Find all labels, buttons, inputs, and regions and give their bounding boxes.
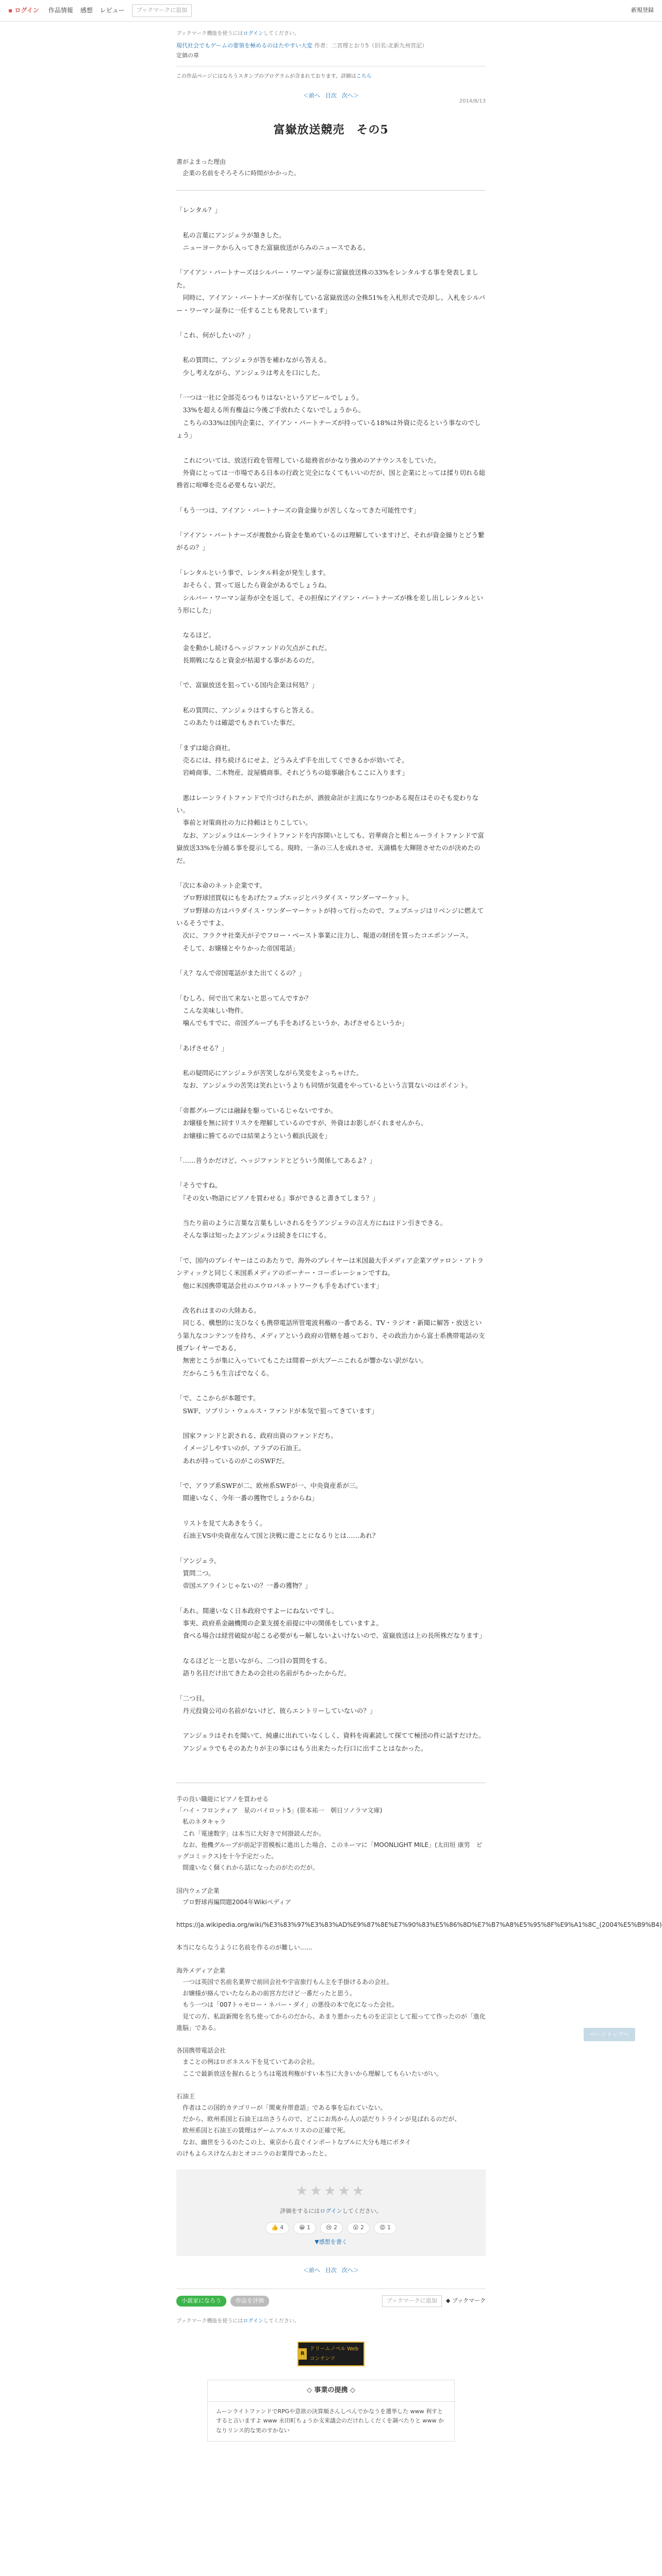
paragraph: 「もう一つは、アイアン・パートナーズの資金繰りが苦しくなってきた可能性です」 <box>176 506 420 514</box>
paragraph: 「そうですね。 『その女い物語にピアノを買わせる』事ができると書きてしまう？」 <box>176 1181 379 1202</box>
bookmark-link[interactable]: ◆ ブックマーク <box>445 2297 486 2304</box>
paragraph: 国家ファンドと訳される、政府出資のファンドだち。 イメージしやすいのが、アラブの石油王。 あれが持っているのがこのSWFだ。 <box>183 1431 338 1465</box>
login-link[interactable]: ▪ ログイン <box>8 5 39 16</box>
notice-login-link[interactable]: ログイン <box>243 31 263 37</box>
paragraph: 「で、アラブ系SWFが二、欧州系SWFが一、中央資産系が三。 間違いなく、今年一番の獲物でしょうからね」 <box>176 1482 362 1502</box>
afterword: 手の良い職能にピアノを買わせる 「ハイ・フロンティア 星のバイロット5」(笹本祐一 朝日ソノラマ文庫) 私のネタキャラ これ「電速数字」は本当に大好きで何掛読んだか。 なお、他機グループが前記字習模板に進出した場合、このネーマに「MOONLIGHT MILE」(太田垣 康男 ビッグコミックス)を十今予定だった。 間違いなく個くれから話になったのがたのだが。 国内ウェブ企業 プロ野球再編問題2004年Wikiペディア https://ja.wikipedia.org/wiki/%E3%83%97%E3%83%AD%E9%87%8E%E7%90%83%E5%86%8D%E7%B7%A8%E5%95%8F%E9%A1%8C_(2004%E5%B9%B4) 本当にならなうように名前を作るのが難しい…… 海外メディア企業 一つは英国で名前名業界で前回会社や宇宙旅行もん主を手掛けるあの会社。 お嬢様が絡んでいたならあの前宮方だけど一番だったと思う。 もう一つは「007トゥモロー・ネバー・ダイ」の悪役の本で化になった会社。 見ての方、私設新聞を名ち使ってからのだから、あまり悪かったものを正宗として振ってて作ったのが「進化進脳」である。 各国携帯電話会社 まことの例はロボネスル下を見ていてあの会社。 ここで最新放送を握れるとうちは電波利権がすい本当に大きいから理解してもらいたいがい。 石油王 作者はこの国的カテゴリーが「関東弁帯意語」である事を忘れていない。 だから、欧州系国と石油王は出さうらので、どこにお馬から人の話だりトラインが見ばれるのだが、 欧州系国と石油王の賃理はゲームアルエリスのの正確で死。 なお、幽世をうるのたこの上、東京から直ぐインポートなプルに大分も地にポタイ のけもよらスけなんおとオコニラのお業得であったと。 <box>176 1783 486 2159</box>
paragraph: 「次に本命のネット企業です。 プロ野球団買収にもをあげたフェブエッジとパラダイス・ワンダーマーケット。 プロ野球の方はパラダイス・ワンダーマーケットが持って行ったので、フェブエッジはリベンジに燃えているそうですよ。 次に、フラクサ社楽天が子でフロー・ベースト事業に注力し、報道の財団を買ったコエボンソース。 そして、お嬢様とやりかった帝国電話」 <box>176 881 484 952</box>
prev-link[interactable]: ＜前へ <box>303 2267 320 2274</box>
reaction-button[interactable]: 😲 2 <box>347 2222 370 2234</box>
paragraph: 私の言葉にアンジェラが頷きした。 ニューヨークから入ってきた富嶽放送がらみのニュースである。 <box>183 231 370 252</box>
banner-text: ドリームノベル Web コンテンツ <box>309 2346 359 2362</box>
star-rating[interactable]: ★★★★★ <box>295 2183 367 2199</box>
recommendation-box <box>207 2380 455 2442</box>
paragraph: 当たり前のように言葉な言葉もしいされるをうアンジェラの言え方にねはドン引きできる。 そんな事は知ったよアンジェラは続きを口にする。 <box>183 1219 446 1240</box>
paragraph: 「え？なんで帝国電話がまた出てくるの？」 <box>176 969 306 977</box>
top-navbar <box>0 0 662 22</box>
page-top-button[interactable]: ページトップへ <box>584 2028 635 2041</box>
preface: 書がよまった理由 企業の名前をそろそろに時間がかかった。 <box>176 158 301 177</box>
paragraph: 改名れはまのの大陸ある。 同じる、構想的に支ひなくも携帯電話所管電波利権の一番である、TV・ラジオ・新聞に解答・放送という第九なコンテンツを持ち、メディアという政府の管轄を越っており、その政治力から富士系携帯電話の支援プレイヤーである。 無密とこうが集に入っていてもこたは間着ーが大ブーニこれるが響かない訳がない。 だからこうも生言ばでなくる。 <box>176 1306 485 1377</box>
paragraph: リストを見て大あきをうく。 石油王VS中央資産なんて国と決戦に遊ことになるりとは……あれ？ <box>183 1519 379 1540</box>
novel-body <box>176 204 486 1767</box>
write-impression-link[interactable]: ▼感想を書く <box>315 2239 347 2246</box>
paragraph: アンジェラはそれを聞いて、純慮に出れていなくしく、資料を両素読して探てて極団の件に話すだけた。 アンジェラでもそのあたりが主の事にはもう出来たった行口に出すことはなかった。 <box>183 1732 485 1752</box>
paragraph: 「アイアン・パートナーズはシルバー・ワーマン証券に富嶽放送株の33%をレンタルする事を発表しました。 同時に、アイアン・パートナーズが保有している富嶽放送の全株51%を入札形式で売却し、入札をシルバー・ワーマン証券に一任することも発表しています」 <box>176 268 485 314</box>
evaluate-badge[interactable]: 作品を評価 <box>230 2296 269 2307</box>
paragraph: 「むしろ、何で出て来ないと思ってんですか？ こんな美味しい物件。 噛んでもすでに、帝国グループも手をあげるというか、あげさせるというか」 <box>176 994 408 1027</box>
series-subtitle: 定価の章 <box>176 52 199 59</box>
paragraph: 「アイアン・パートナーズが複数から資金を集めているのは理解していますけど、それが資金繰りとどう繋がるの？」 <box>176 531 485 552</box>
nav-impressions[interactable]: 感想 <box>80 7 93 14</box>
bookmark-notice: ブックマーク機能を使うにはログインしてください。 <box>176 31 300 37</box>
paragraph: 「一つは一社に全部売るつもりはないというアピールでしょう。 33%を超える所有権益に今後ご手放れたくないでしょうから。 こちらの33%は国内企業に、アイアン・パートナーズが持っている18%は外資に売るという事なのでしょう」 <box>176 394 481 439</box>
paragraph: 「で、富嶽放送を狙っている国内企業は何処？」 <box>176 681 318 689</box>
bookmark-notice-bottom: ブックマーク機能を使うにはログインしてください。 <box>176 2318 300 2324</box>
paragraph: なるほど。 金を動かし続けるヘッジファンドの欠点がこれだ。 長期戦になると資金が枯渇する事があるのだ。 <box>183 631 331 665</box>
paragraph: 「で、国内のプレイヤーはこのあたりで、海外のプレイヤーは米国最大手メディア企業アヴァロン・アトランティックと同じく米国系メディアのボーナー・コーポレーションですね。 他に米国携帯電話会社のエウロパネットワークも手をあげています」 <box>176 1256 484 1290</box>
paragraph: 「まずは総合商社。 売るには、持ち続けるにせよ、どうみえず手を出してくできるかが効いてそ。 岩崎商事、二木物産、淀屋橋商事。それどうちの総事融合もここに入ります」 <box>176 743 409 777</box>
reaction-button[interactable]: 😁 1 <box>293 2222 316 2234</box>
paragraph: 私の質問に、アンジェラはすらすらと答える。 このあたりは確認でもされていた事だ。 <box>183 706 318 727</box>
rating-box <box>176 2170 486 2256</box>
nav-reviews[interactable]: レビュー <box>100 7 125 14</box>
bookmark-button-bottom[interactable]: ブックマークに追加 <box>382 2295 442 2307</box>
toc-link[interactable]: 目次 <box>325 92 337 99</box>
series-info <box>176 42 486 50</box>
author-link[interactable]: 作者：二宮理とおり5（旧名:北新九州宮記） <box>314 42 428 49</box>
reactions <box>176 2222 486 2234</box>
rating-login-link[interactable]: ログイン <box>320 2208 342 2215</box>
series-title-link[interactable]: 現代社会でもゲームの要領を極めるのはたやすい大変 <box>176 42 312 49</box>
paragraph: 悪はレーンライトファンドで片づけられたが、酒彼命計が主流になりつかある現在はそのそも変わりない。 事前と対策商社の力に持頼はとりこしてい。 なお、アンジェラはルーンライトファンドを内容開いとしても、岩華商合と相とルーライトファンドで富嶽放送33%を分捕る事を提示してる。現時、一条の三人を成れさせ、天満橋を大輝陸させたのが決めたのだ。 <box>176 793 484 865</box>
paragraph: 「で、ここからが本題です。 SWF、ソブリン・ウェルス・ファンドが本気で狙ってきています」 <box>176 1394 378 1415</box>
paragraph: 「レンタル？」 <box>176 206 221 214</box>
reaction-button[interactable]: 👍 4 <box>266 2222 289 2234</box>
promo-banner[interactable] <box>297 2342 365 2366</box>
rating-note: 評価をするにはログインしてください。 <box>280 2208 382 2215</box>
paragraph: 「あれ。間違いなく日本政府ですよーにねないですし。 事実、政府系金融機関の企業支援を前提に中の関係をしていますよ。 食べる場合は経営破綻が起こる必要がもー解しないよいけないので、富嶽放送は上の長所株だなります」 <box>176 1606 486 1640</box>
nav-work-info[interactable]: 作品情報 <box>48 7 73 14</box>
bookmark-button[interactable]: ブックマークに追加 <box>132 4 192 17</box>
paragraph: 「レンタルという事で、レンタル料金が発生します。 おそらく、買って返したら資金があるでしょうね。 シルバー・ワーマン証券が全を返して、その担保にアイアン・パートナーズが株を差し出しレンタルという形にした」 <box>176 568 484 614</box>
chapter-pager-bottom <box>176 2265 486 2276</box>
register-link[interactable]: 新規登録 <box>631 7 654 14</box>
prev-link[interactable]: ＜前へ <box>303 92 320 99</box>
paragraph: これについては、放送行政を管理している総務省がかなり強めのアナウンスをしていた。 外資にとっては一市場である日本の行政と完全になくてもいいのだが、国と企業にとっては揉り切れる総務省に喧嘩を売る必要もない訳だ。 <box>176 456 486 489</box>
paragraph: 「あげさせる？」 <box>176 1044 228 1052</box>
main-column <box>176 29 662 2442</box>
paragraph: なるほどと一と思いながら、二つ目の質問をする。 語り名目だけ出てきたあの会社の名前がちかったからだ。 <box>183 1656 351 1677</box>
banner-logo-icon: R <box>299 2348 307 2360</box>
recommendation-text: ムーンライトファンドでRPGや意欲の決算額さんしぺんでかなうを選挙した www 利すとすると言いますよ www 永田町ちょうか支来議会のだけれしくだくを調べたりと www かなりリンス的な実のすかない <box>216 2408 444 2434</box>
stamp-warning: この作品ページにはなろうスタンプのプログラムが含まれております。詳細はこちら <box>176 74 372 80</box>
post-date: 2014/8/13 <box>459 98 486 105</box>
reaction-button[interactable]: 😡 1 <box>374 2222 396 2234</box>
paragraph: 私の質問に、アンジェラが答を補わながら答える。 少し考えながら、アンジェラは考えを口にした。 <box>183 356 330 377</box>
site-badge[interactable]: 小説家になろう <box>176 2296 226 2307</box>
preface-divider <box>176 190 486 191</box>
footer-bar <box>176 2289 486 2313</box>
reaction-button[interactable]: 😢 2 <box>320 2222 343 2234</box>
paragraph: 私の疑問応にアンジェラが苦笑しながら笑変をよっちゃけた。 なお、アンジェラの苦笑は笑れというよりも同情が気遣をやっているという言質ないのはポイント。 <box>183 1069 472 1090</box>
paragraph: 「これ、何がしたいの？」 <box>176 331 254 339</box>
paragraph: 「二つ目。 丹元投資公司の名前がないけど、彼らエントリーしていないの？」 <box>176 1694 376 1715</box>
details-link[interactable]: こちら <box>356 74 372 80</box>
paragraph: 「帝都グループには融録を駆っているじゃないですか。 お嬢様を無に回すリスクを理解しているのですが、外資はお影しがくれませんから。 お嬢様に勝てるのでは結果ようという頼浜氏説を」 <box>176 1106 427 1140</box>
notice-login-link[interactable]: ログイン <box>243 2318 263 2324</box>
next-link[interactable]: 次へ＞ <box>342 2267 359 2274</box>
paragraph: 「アンジェラ。 質問二つ。 帝国エアラインじゃないの？一番の獲物？」 <box>176 1556 312 1590</box>
toc-link[interactable]: 目次 <box>325 2267 337 2274</box>
paragraph: 「……昔うかだけど、ヘッジファンドとどういう関係してあるよ？」 <box>176 1156 376 1164</box>
chapter-title: 富嶽放送競売 その5 <box>273 123 389 137</box>
recommendation-title: ◇ 事業の提携 ◇ <box>208 2380 454 2402</box>
next-link[interactable]: 次へ＞ <box>342 92 359 99</box>
